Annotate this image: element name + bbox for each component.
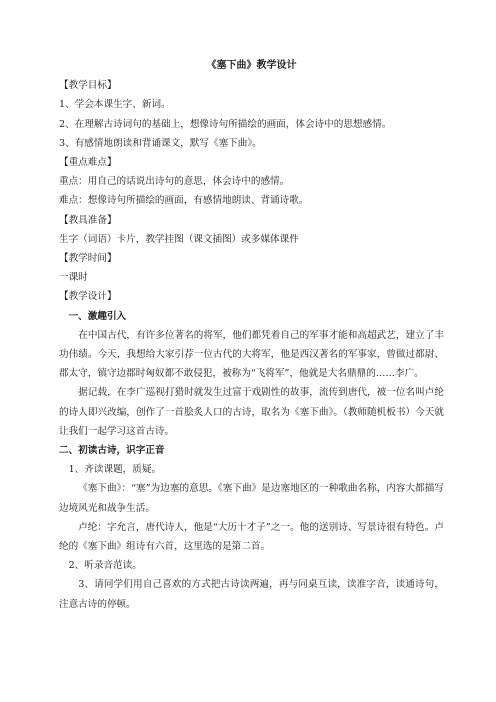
section-goals-heading: 【教学目标】 [59,80,117,92]
step-item: 2、听录音范读。 [68,560,142,572]
time-text: 一课时 [59,272,88,284]
part2-heading: 二、初读古诗，识字正音 [59,445,165,457]
step-paragraph: 3、请同学们用自己喜欢的方式把古诗读两遍，再与同桌互读，读准字音，读通诗句，注意古诗的停顿。 [59,579,444,610]
section-design-heading: 【教学设计】 [59,291,117,303]
step-item: 1、齐读课题，质疑。 [68,464,162,476]
difficulty-point: 难点：想像诗句所描绘的画面，有感情地朗读、背诵诗歌。 [59,195,309,207]
tools-text: 生字（词语）卡片，教学挂图（课文插图）或多媒体课件 [59,233,299,245]
key-point: 重点：用自己的话说出诗句的意思，体会诗中的感情。 [59,176,290,188]
document-page [59,56,444,614]
document-title: 《塞下曲》教学设计 [206,60,297,71]
part1-paragraph: 在中国古代，有许多位著名的将军，他们都凭着自己的军事才能和高超武艺，建立了丰功伟绩。今天，我想给大家引荐一位古代的大将军，他是西汉著名的军事家，曾做过都尉、郡太守，镇守边郡时匈奴都不敢侵犯，被称为“飞将军”，他就是大名鼎鼎的……李广。 [59,329,444,380]
section-time-heading: 【教学时间】 [59,253,117,265]
goal-item: 3、有感情地朗读和背诵课文，默写《塞下曲》。 [59,137,262,149]
section-key-heading: 【重点难点】 [59,157,117,169]
goal-item: 1、学会本课生字、新词。 [59,99,171,111]
section-tools-heading: 【教具准备】 [59,214,117,226]
part1-paragraph: 据记载，在李广巡视打猎时就发生过富于戏剧性的故事，流传到唐代，被一位名叫卢纶的诗人即兴改编，创作了一首脍炙人口的古诗，取名为《塞下曲》。（教师随机板书）今天就让我们一起学习这首古诗。 [59,387,444,437]
goal-item: 2、在理解古诗词句的基础上，想像诗句所描绘的画面，体会诗中的思想感情。 [59,118,392,130]
part1-heading: 一、激趣引入 [68,310,127,322]
step-paragraph: 卢纶：字允言，唐代诗人，他是“大历十才子”之一。他的送别诗、写景诗很有特色。卢纶的《塞下曲》组诗有六首，这里选的是第二首。 [59,521,444,553]
step-paragraph: 《塞下曲》：“塞”为边塞的意思。《塞下曲》是边塞地区的一种歌曲名称，内容大都描写边境风光和战争生活。 [59,483,444,514]
